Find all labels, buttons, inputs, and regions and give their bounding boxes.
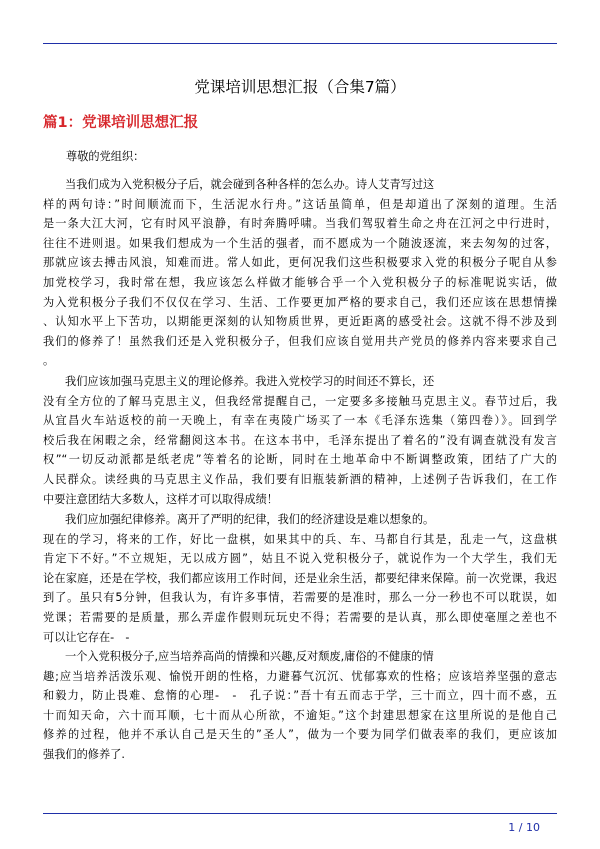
paragraph-line: 现在的学习，将来的工作，好比一盘棋，如果其中的兵、车、马都自行其是，乱走一气，这盘棋 [43, 532, 557, 546]
paragraph-line: 强我们的修养了. [43, 747, 125, 761]
paragraph-2 [43, 372, 557, 509]
paragraph-line: 和毅力，防止畏难、怠惰的心理- - 孔子说：”吾十有五而志于学，三十而立，四十而不惑，五 [43, 689, 557, 703]
paragraph-line: 十而知天命，六十而耳顺，七十而从心所欲，不逾矩。”这个封建思想家在这里所说的是他自己 [43, 708, 557, 722]
greeting-line: 尊敬的党组织： [66, 150, 145, 163]
paragraph-line: 、认知水平上下苦功，以期能更深刻的认知物质世界，更近距离的感受社会。这就不得不涉及到 [43, 315, 557, 329]
paragraph-line: 论在家庭，还是在学校，我们都应该用工作时间，还是业余生活，都要纪律来保障。前一次党课，我迟 [43, 571, 557, 585]
paragraph-line: 校后我在闲暇之余，经常翻阅这本书。在这本书中，毛泽东提出了着名的”没有调查就没有发言 [43, 433, 557, 447]
paragraph-line: 当我们成为入党积极分子后，就会碰到各种各样的怎么办。诗人艾青写过这 [65, 178, 435, 191]
paragraph-line: 一个入党积极分子,应当培养高尚的情操和兴趣,反对颓废,庸俗的不健康的情 [65, 650, 434, 663]
paragraph-line: 加党校学习，我时常在想，我应该怎么样做才能够合乎一个入党积极分子的标准呢说实话，做 [43, 275, 557, 289]
paragraph-line: 我们的修养了！虽然我们还是入党积极分子，但我们应该自觉用共产党员的修养内容来要求自己 [43, 334, 557, 348]
paragraph-line: 修养的过程，他并不承认自己是天生的”圣人”，做为一个要为同学们做表率的我们，更应该加 [43, 728, 557, 742]
paragraph-line: 可以让它存在- - [43, 630, 130, 644]
section-title: 篇1：党课培训思想汇报 [43, 115, 199, 131]
paragraph-line: 那就应该去搏击风浪，知难而进。常人如此，更何况我们这些积极要求入党的积极分子呢自从参 [43, 256, 557, 270]
footer-rule [43, 813, 557, 814]
paragraph-1 [43, 175, 557, 371]
paragraph-line: 没有全方位的了解马克思主义，但我经常提醒自己，一定要多多接触马克思主义。春节过后，我 [43, 394, 557, 408]
paragraph-line: 人民群众。读经典的马克思主义作品，我们要有旧瓶装新酒的精神，上述例子告诉我们，在工作 [43, 472, 557, 486]
paragraph-4 [43, 647, 557, 765]
paragraph-line: 从宜昌火车站返校的前一天晚上，有幸在夷陵广场买了一本《毛泽东选集（第四卷）》。回到学 [43, 414, 557, 428]
paragraph-line: 我们应加强纪律修养。离开了严明的纪律，我们的经济建设是难以想象的。 [65, 513, 435, 526]
paragraph-line: 。 [43, 354, 55, 368]
paragraph-line: 我们应该加强马克思主义的理论修养。我进入党校学习的时间还不算长，还 [65, 375, 435, 388]
paragraph-line: 趣;应当培养活泼乐观、愉悦开朗的性格，力避暮气沉沉、忧郁寡欢的性格；应该培养坚强的意志 [43, 669, 557, 683]
paragraph-3 [43, 510, 557, 647]
page-number: 1 / 10 [508, 821, 540, 834]
paragraph-line: 往往不进则退。如果我们想成为一个生活的强者，而不愿成为一个随波逐流，来去匆匆的过客， [43, 236, 557, 250]
paragraph-line: 党课；若需要的是质量，那么弄虚作假则玩玩史不得；若需要的是认真，那么即使毫厘之差也不 [43, 610, 557, 624]
paragraph-line: 是一条大江大河，它有时风平浪静，有时奔腾呼啸。当我们驾驭着生命之舟在江河之中行进时， [43, 217, 557, 231]
header-rule [43, 43, 557, 44]
document-title: 党课培训思想汇报（合集7篇） [194, 78, 406, 96]
paragraph-line: 肯定下不好。”不立规矩，无以成方圆”，姑且不说入党积极分子，就说作为一个大学生，我们无 [43, 552, 557, 566]
paragraph-line: 样的两句诗：”时间顺流而下，生活泥水行舟。”这话虽简单，但是却道出了深刻的道理。生活 [43, 197, 557, 211]
paragraph-line: 权”“一切反动派都是纸老虎”等着名的论断，同时在土地革命中不断调整政策，团结了广大的 [43, 453, 557, 467]
paragraph-line: 为入党积极分子我们不仅仅在学习、生活、工作要更加严格的要求自己，我们还应该在思想情操 [43, 295, 557, 309]
paragraph-line: 到了。虽只有5分钟，但我认为，有许多事情，若需要的是准时，那么一分一秒也不可以耽误，如 [43, 591, 557, 605]
paragraph-line: 中要注意团结大多数人，这样才可以取得成绩！ [43, 492, 278, 506]
